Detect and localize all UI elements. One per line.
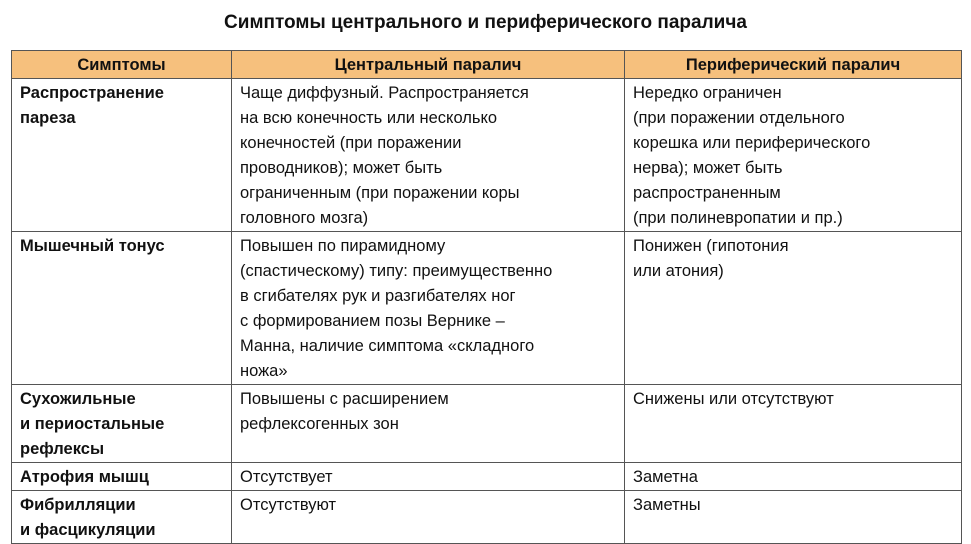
cell-text-line: с формированием позы Вернике – bbox=[240, 312, 505, 330]
cell-text-line: Манна, наличие симптома «складного bbox=[240, 337, 535, 355]
central-cell bbox=[232, 79, 625, 232]
table-header-row bbox=[12, 51, 962, 79]
symptom-cell bbox=[12, 385, 232, 463]
cell-text-line: головного мозга) bbox=[240, 209, 369, 227]
header-central: Центральный паралич bbox=[232, 51, 625, 79]
peripheral-cell bbox=[625, 232, 962, 385]
cell-text-line: ножа» bbox=[240, 362, 288, 380]
cell-text-line: (при поражении отдельного bbox=[633, 109, 845, 127]
cell-text-line: Отсутствуют bbox=[240, 496, 337, 514]
header-symptoms: Симптомы bbox=[12, 51, 232, 79]
cell-text-line: Снижены или отсутствуют bbox=[633, 390, 834, 408]
cell-text-line: рефлексы bbox=[20, 440, 105, 458]
cell-text-line: Понижен (гипотония bbox=[633, 237, 789, 255]
cell-text-line: нерва); может быть bbox=[633, 159, 783, 177]
table-row bbox=[12, 491, 962, 544]
peripheral-cell bbox=[625, 491, 962, 544]
peripheral-cell bbox=[625, 463, 962, 491]
cell-text-line: Заметна bbox=[633, 468, 698, 486]
table-row bbox=[12, 232, 962, 385]
symptom-cell bbox=[12, 79, 232, 232]
cell-text-line: и фасцикуляции bbox=[20, 521, 156, 539]
table-row bbox=[12, 79, 962, 232]
cell-text-line: ограниченным (при поражении коры bbox=[240, 184, 520, 202]
cell-text-line: Повышены с расширением bbox=[240, 390, 449, 408]
cell-text-line: Распространение bbox=[20, 84, 164, 102]
central-cell bbox=[232, 232, 625, 385]
table-body bbox=[12, 79, 962, 544]
cell-text-line: пареза bbox=[20, 109, 76, 127]
cell-text-line: на всю конечность или несколько bbox=[240, 109, 498, 127]
page-title: Симптомы центрального и периферического паралича bbox=[224, 12, 747, 33]
cell-text-line: распространенным bbox=[633, 184, 781, 202]
cell-text-line: и периостальные bbox=[20, 415, 165, 433]
cell-text-line: Мышечный тонус bbox=[20, 237, 165, 255]
cell-text-line: Заметны bbox=[633, 496, 701, 514]
cell-text-line: Чаще диффузный. Распространяется bbox=[240, 84, 529, 102]
cell-text-line: конечностей (при поражении bbox=[240, 134, 462, 152]
peripheral-cell bbox=[625, 385, 962, 463]
cell-text-line: (при полиневропатии и пр.) bbox=[633, 209, 843, 227]
cell-text-line: Нередко ограничен bbox=[633, 84, 782, 102]
table-row bbox=[12, 463, 962, 491]
cell-text-line: рефлексогенных зон bbox=[240, 415, 399, 433]
cell-text-line: корешка или периферического bbox=[633, 134, 871, 152]
central-cell bbox=[232, 385, 625, 463]
symptom-cell bbox=[12, 232, 232, 385]
symptom-cell bbox=[12, 491, 232, 544]
central-cell bbox=[232, 463, 625, 491]
header-peripheral: Периферический паралич bbox=[625, 51, 962, 79]
cell-text-line: Фибрилляции bbox=[20, 496, 136, 514]
cell-text-line: проводников); может быть bbox=[240, 159, 443, 177]
symptoms-table bbox=[11, 50, 962, 544]
symptom-cell bbox=[12, 463, 232, 491]
cell-text-line: или атония) bbox=[633, 262, 724, 280]
peripheral-cell bbox=[625, 79, 962, 232]
central-cell bbox=[232, 491, 625, 544]
cell-text-line: Атрофия мышц bbox=[20, 468, 149, 486]
cell-text-line: Сухожильные bbox=[20, 390, 136, 408]
cell-text-line: в сгибателях рук и разгибателях ног bbox=[240, 287, 516, 305]
table-row bbox=[12, 385, 962, 463]
cell-text-line: Отсутствует bbox=[240, 468, 333, 486]
cell-text-line: (спастическому) типу: преимущественно bbox=[240, 262, 553, 280]
cell-text-line: Повышен по пирамидному bbox=[240, 237, 446, 255]
